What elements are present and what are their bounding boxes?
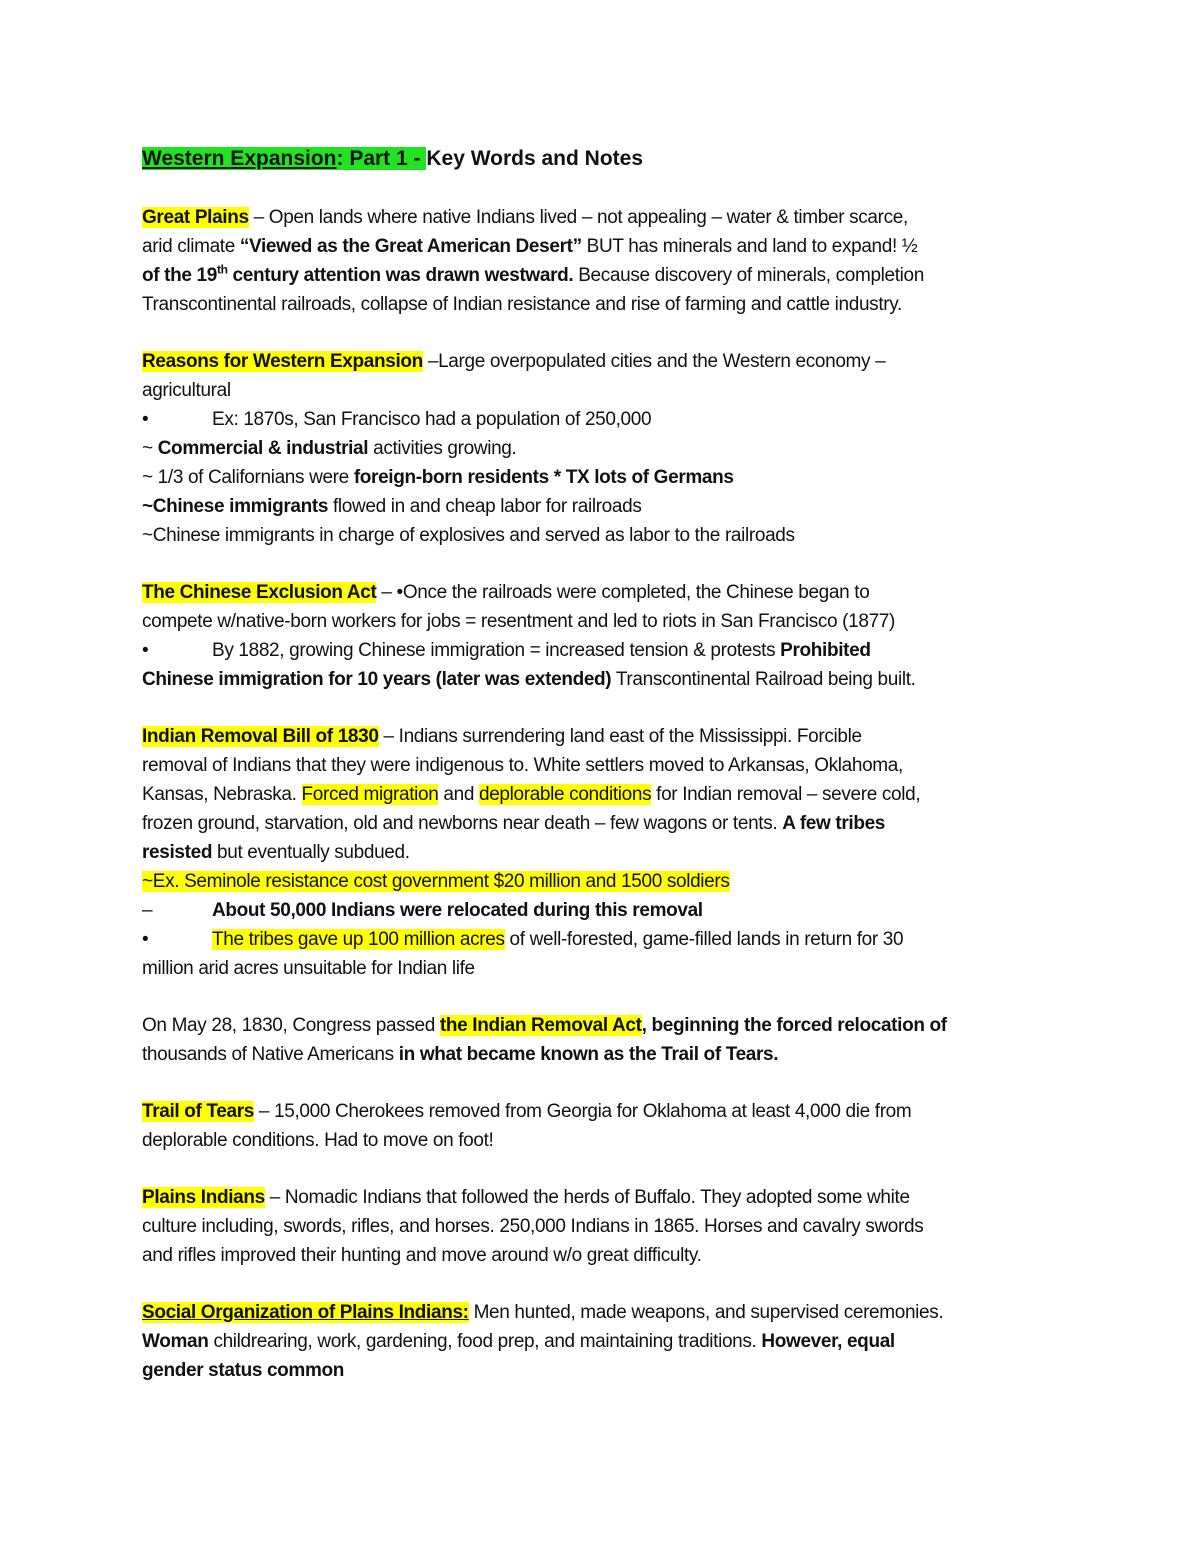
text-run: Men hunted, made weapons, and supervised ceremonies. xyxy=(468,1302,944,1323)
text-run: – Nomadic Indians that followed the herds of Buffalo. They adopted some white xyxy=(264,1187,910,1208)
text-run: activities growing. xyxy=(368,438,517,459)
bullet-icon: • xyxy=(142,929,149,950)
highlight-run: Forced migration xyxy=(301,784,439,805)
section-trail-of-tears xyxy=(142,1097,1072,1155)
text-run: – 15,000 Cherokees removed from Georgia for Oklahoma at least 4,000 die from xyxy=(253,1101,912,1122)
term-great-plains: Great Plains xyxy=(142,207,249,228)
superscript: th xyxy=(216,262,228,277)
text-line xyxy=(142,203,1072,232)
term-plains-indians: Plains Indians xyxy=(142,1187,265,1208)
section-removal-act xyxy=(142,1011,1072,1069)
highlight-run: deplorable conditions xyxy=(479,784,652,805)
text-line xyxy=(142,434,1072,463)
bullet-item xyxy=(142,925,1072,954)
bold-run: A few tribes xyxy=(782,813,886,834)
highlight-run: The tribes gave up 100 million acres xyxy=(212,929,505,950)
text-line xyxy=(142,1183,1072,1212)
section-social-organization xyxy=(142,1298,1072,1385)
section-exclusion-act xyxy=(142,578,1072,694)
text-run: – Indians surrendering land east of the Mississippi. Forcible xyxy=(378,726,862,747)
text-line: million arid acres unsuitable for Indian life xyxy=(142,958,475,979)
text-run: of well-forested, game-filled lands in return for 30 xyxy=(504,929,904,950)
text-run: arid climate xyxy=(142,236,240,257)
text-line xyxy=(142,1327,1072,1356)
text-run: of the 19 xyxy=(142,265,217,286)
text-run: By 1882, growing Chinese immigration = increased tension & protests xyxy=(212,640,781,661)
document-page xyxy=(142,143,1072,1413)
text-run: frozen ground, starvation, old and newborns near death – few wagons or tents. xyxy=(142,813,783,834)
text-run: – •Once the railroads were completed, the Chinese began to xyxy=(376,582,870,603)
text-run: BUT has minerals and land to expand! ½ xyxy=(581,236,918,257)
text-run: flowed in and cheap labor for railroads xyxy=(328,496,642,517)
bold-run: gender status common xyxy=(142,1360,345,1381)
bullet-icon: • xyxy=(142,409,149,430)
bold-run: Commercial & industrial xyxy=(157,438,369,459)
bold-run: Woman xyxy=(142,1331,209,1352)
text-line xyxy=(142,1011,1072,1040)
dash-icon: – xyxy=(142,900,153,921)
text-line xyxy=(142,780,1072,809)
text-line xyxy=(142,809,1072,838)
text-line xyxy=(142,578,1072,607)
text-run: for Indian removal – severe cold, xyxy=(651,784,921,805)
text-run: – Open lands where native Indians lived – not appealing – water & timber scarce, xyxy=(248,207,908,228)
text-line: compete w/native-born workers for jobs = resentment and led to riots in San Francisco (1877) xyxy=(142,611,895,632)
highlight-run: ~Ex. Seminole resistance cost government $20 million and 1500 soldiers xyxy=(142,871,730,892)
text-run: childrearing, work, gardening, food prep, and maintaining traditions. xyxy=(208,1331,762,1352)
text-line xyxy=(142,261,1072,290)
bullet-icon: • xyxy=(142,640,149,661)
term-removal-act: the Indian Removal Act xyxy=(439,1015,642,1036)
bullet-item xyxy=(142,896,1072,925)
term-trail-of-tears: Trail of Tears xyxy=(142,1101,254,1122)
title-highlight xyxy=(142,147,426,170)
section-great-plains xyxy=(142,203,1072,319)
text-line: culture including, swords, rifles, and horses. 250,000 Indians in 1865. Horses and cavalry swords xyxy=(142,1216,924,1237)
bullet-item xyxy=(142,636,1072,665)
text-line xyxy=(142,1097,1072,1126)
text-line: removal of Indians that they were indigenous to. White settlers moved to Arkansas, Oklahoma, xyxy=(142,755,903,776)
text-line xyxy=(142,665,1072,694)
bold-run: ~Chinese immigrants xyxy=(142,496,329,517)
title-part: : Part 1 - xyxy=(336,147,427,170)
text-run: Kansas, Nebraska. xyxy=(142,784,302,805)
bold-run: About 50,000 Indians were relocated during this removal xyxy=(212,900,703,921)
title-topic: Western Expansion xyxy=(142,147,337,170)
bold-run: in what became known as the Trail of Tears. xyxy=(398,1044,779,1065)
section-reasons xyxy=(142,347,1072,550)
text-line xyxy=(142,492,1072,521)
bold-run: resisted xyxy=(142,842,213,863)
text-line xyxy=(142,1298,1072,1327)
text-line xyxy=(142,1040,1072,1069)
bold-run: foreign-born residents * TX lots of Germans xyxy=(353,467,734,488)
term-social-organization: Social Organization of Plains Indians: xyxy=(142,1302,469,1323)
text-run: century attention was drawn westward. xyxy=(227,265,574,286)
text-run: thousands of Native Americans xyxy=(142,1044,399,1065)
text-line xyxy=(142,463,1072,492)
text-line: agricultural xyxy=(142,380,231,401)
term-exclusion-act: The Chinese Exclusion Act xyxy=(142,582,377,603)
section-removal-bill xyxy=(142,722,1072,983)
text-run: Because discovery of minerals, completion xyxy=(573,265,924,286)
bold-run: Prohibited xyxy=(780,640,871,661)
text-line xyxy=(142,232,1072,261)
text-line xyxy=(142,722,1072,751)
bold-run: “Viewed as the Great American Desert” xyxy=(239,236,582,257)
term-reasons: Reasons for Western Expansion xyxy=(142,351,423,372)
text-line: deplorable conditions. Had to move on foot! xyxy=(142,1130,494,1151)
bullet-item xyxy=(142,405,1072,434)
text-run: Transcontinental Railroad being built. xyxy=(611,669,916,690)
term-removal-bill: Indian Removal Bill of 1830 xyxy=(142,726,379,747)
bold-run: , beginning the forced relocation of xyxy=(641,1015,947,1036)
text-run: ~ 1/3 of Californians were xyxy=(142,467,354,488)
section-plains-indians xyxy=(142,1183,1072,1270)
bold-run: Chinese immigration for 10 years (later was extended) xyxy=(142,669,612,690)
text-line: and rifles improved their hunting and move around w/o great difficulty. xyxy=(142,1245,702,1266)
text-line: ~Chinese immigrants in charge of explosives and served as labor to the railroads xyxy=(142,525,795,546)
text-line xyxy=(142,1356,1072,1385)
text-run: ~ xyxy=(142,438,158,459)
text-line: Transcontinental railroads, collapse of Indian resistance and rise of farming and cattle industry. xyxy=(142,294,902,315)
text-line xyxy=(142,838,1072,867)
document-title xyxy=(142,143,1072,175)
text-line xyxy=(142,867,1072,896)
text-run: Ex: 1870s, San Francisco had a population of 250,000 xyxy=(212,409,652,430)
text-run: –Large overpopulated cities and the Western economy – xyxy=(422,351,886,372)
text-run: but eventually subdued. xyxy=(212,842,410,863)
text-run: and xyxy=(438,784,479,805)
title-subtitle: Key Words and Notes xyxy=(426,147,644,170)
text-line xyxy=(142,347,1072,376)
bold-run: However, equal xyxy=(761,1331,895,1352)
bold-run xyxy=(142,262,574,286)
text-run: On May 28, 1830, Congress passed xyxy=(142,1015,440,1036)
